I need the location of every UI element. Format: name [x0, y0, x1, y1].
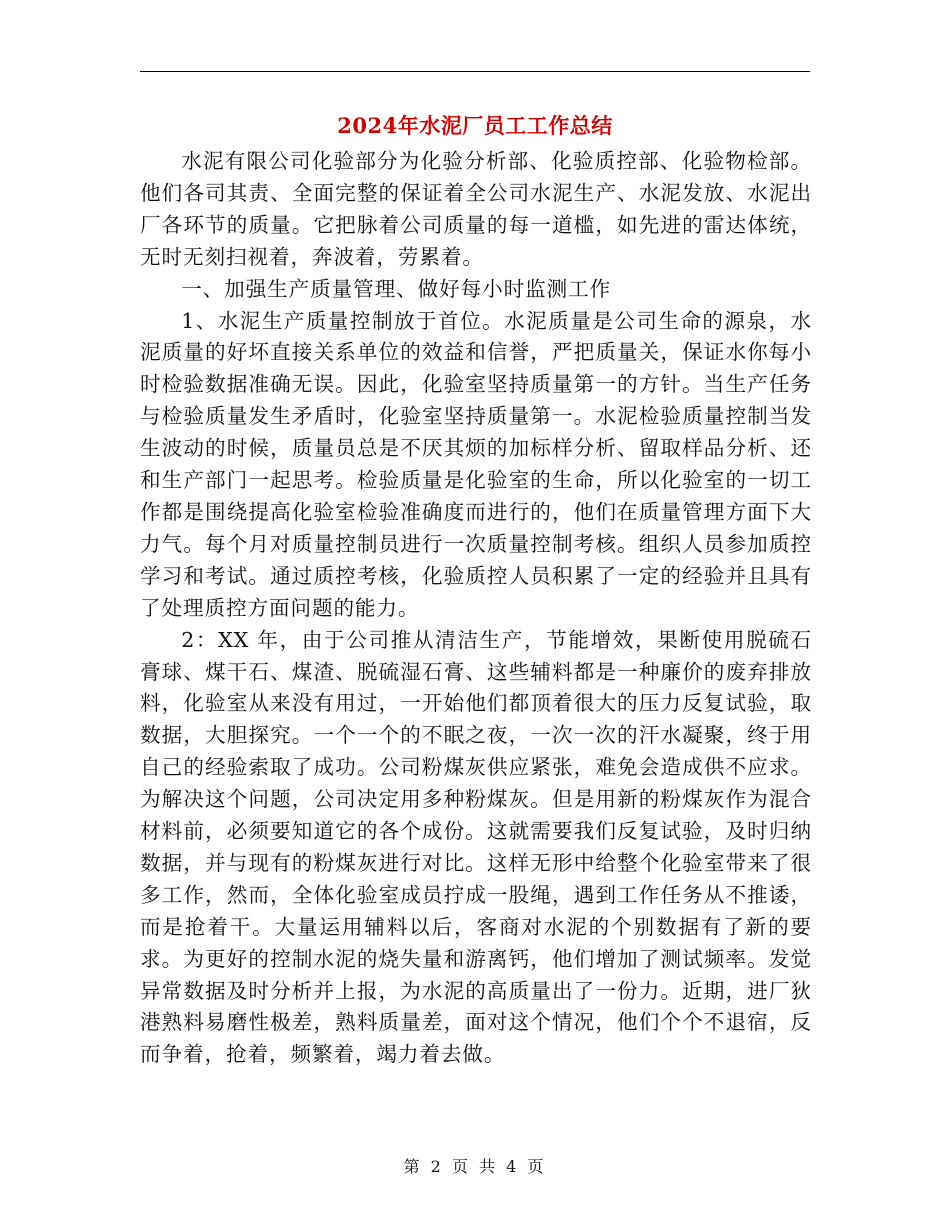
section-heading: 一、加强生产质量管理、做好每小时监测工作 [181, 276, 612, 301]
document-title: 2024年水泥厂员工工作总结 [337, 113, 613, 138]
document-body [140, 146, 812, 1071]
page-number-footer: 第 2 页 共 4 页 [403, 1157, 547, 1176]
paragraph-item-1: 1、水泥生产质量控制放于首位。水泥质量是公司生命的源泉，水泥质量的好坏直接关系单位的效益和信誉，严把质量关，保证水你每小时检验数据准确无误。因此，化验室坚持质量第一的方针。当生产任务与检验质量发生矛盾时，化验室坚持质量第一。水泥检验质量控制当发生波动的时候，质量员总是不厌其烦的加标样分析、留取样品分析、还和生产部门一起思考。检验质量是化验室的生命，所以化验室的一切工作都是围绕提高化验室检验准确度而进行的，他们在质量管理方面下大力气。每个月对质量控制员进行一次质量控制考核。组织人员参加质控学习和考试。通过质控考核，化验质控人员积累了一定的经验并且具有了处理质控方面问题的能力。 [140, 308, 812, 620]
header-rule [140, 71, 810, 72]
paragraph-item-2: 2：XX 年，由于公司推从清洁生产，节能增效，果断使用脱硫石膏球、煤干石、煤渣、脱硫湿石膏、这些辅料都是一种廉价的废弃排放料，化验室从来没有用过，一开始他们都顶着很大的压力反复试验，取数据，大胆探究。一个一个的不眠之夜，一次一次的汗水凝聚，终于用自己的经验索取了成功。公司粉煤灰供应紧张，难免会造成供不应求。为解决这个问题，公司决定用多种粉煤灰。但是用新的粉煤灰作为混合材料前，必须要知道它的各个成份。这就需要我们反复试验，及时归纳数据，并与现有的粉煤灰进行对比。这样无形中给整个化验室带来了很多工作，然而，全体化验室成员拧成一股绳，遇到工作任务从不推诿，而是抢着干。大量运用辅料以后，客商对水泥的个别数据有了新的要求。为更好的控制水泥的烧失量和游离钙，他们增加了测试频率。发觉异常数据及时分析并上报，为水泥的高质量出了一份力。近期，进厂狄港熟料易磨性极差，熟料质量差，面对这个情况，他们个个不退宿，反而争着，抢着，频繁着，竭力着去做。 [140, 627, 812, 1067]
paragraph-intro: 水泥有限公司化验部分为化验分析部、化验质控部、化验物检部。他们各司其责、全面完整的保证着全公司水泥生产、水泥发放、水泥出厂各环节的质量。它把脉着公司质量的每一道槛，如先进的雷达体统，无时无刻扫视着，奔波着，劳累着。 [140, 149, 812, 269]
